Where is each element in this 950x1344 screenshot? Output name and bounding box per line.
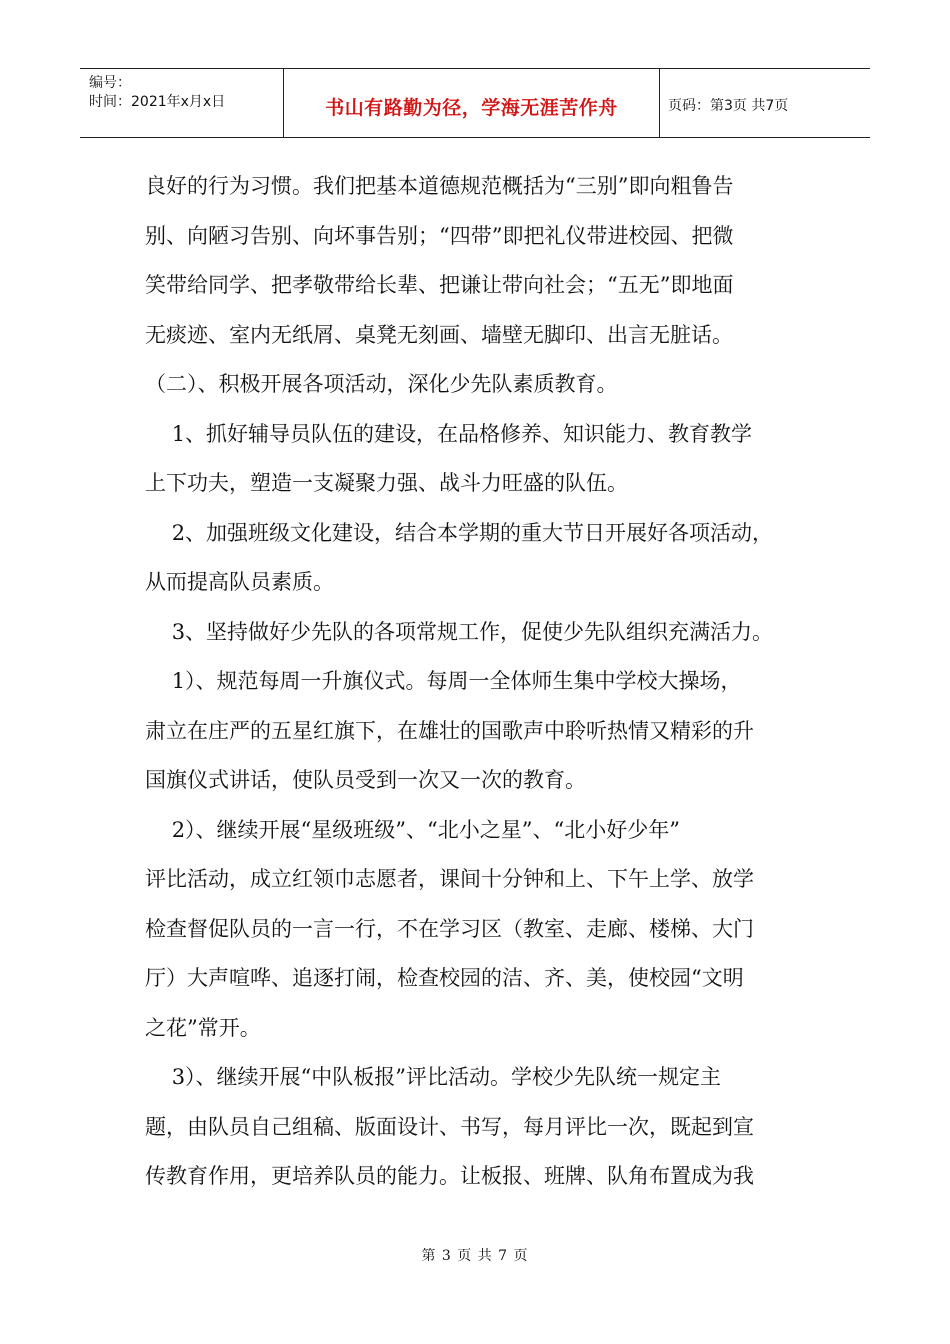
body-line: 无痰迹、室内无纸屑、桌凳无刻画、墙壁无脚印、出言无脏话。 [145,322,733,347]
body-line: 传教育作用，更培养队员的能力。让板报、班牌、队角布置成为我 [145,1164,754,1188]
body-line: 从而提高队员素质。 [145,570,334,594]
body-line: 之花”常开。 [145,1015,261,1040]
body-line: 2）、继续开展“星级班级”、“北小之星”、“北小好少年” [145,817,680,842]
header-info-cell [80,69,284,137]
body-line: 良好的行为习惯。我们把基本道德规范概括为“三别”即向粗鲁告 [145,174,734,198]
motto-text: 书山有路勤为径，学海无涯苦作舟 [325,97,618,119]
body-line: 检查督促队员的一言一行，不在学习区（教室、走廊、楼梯、大门 [145,916,754,941]
number-label: 编号： [89,75,131,91]
document-body [145,162,807,1202]
body-line: 国旗仪式讲话，使队员受到一次又一次的教育。 [145,768,586,792]
body-line: 题，由队员自己组稿、版面设计、书写，每月评比一次，既起到宣 [145,1114,754,1139]
page-code: 页码：第3页 共7页 [668,98,789,114]
body-line: 肃立在庄严的五星红旗下，在雄壮的国歌声中聆听热情又精彩的升 [145,718,754,743]
body-line: 上下功夫，塑造一支凝聚力强、战斗力旺盛的队伍。 [145,471,628,495]
body-line: 别、向陋习告别、向坏事告别；“四带”即把礼仪带进校园、把微 [145,223,734,248]
body-line: 1、抓好辅导员队伍的建设，在品格修养、知识能力、教育教学 [145,421,753,446]
header-motto-cell [284,69,660,137]
body-line: 2、加强班级文化建设，结合本学期的重大节日开展好各项活动， [145,520,774,545]
time-label: 时间：2021年x月x日 [89,94,226,110]
body-line: 1）、规范每周一升旗仪式。每周一全体师生集中学校大操场， [145,669,742,693]
page-footer: 第 3 页 共 7 页 [421,1248,529,1264]
document-header [80,68,870,138]
body-line: 笑带给同学、把孝敬带给长辈、把谦让带向社会；“五无”即地面 [145,273,734,297]
section-heading: （二）、积极开展各项活动，深化少先队素质教育。 [145,372,618,396]
body-line: 评比活动，成立红领巾志愿者，课间十分钟和上、下午上学、放学 [145,867,754,891]
body-line: 3、坚持做好少先队的各项常规工作，促使少先队组织充满活力。 [145,619,774,644]
body-line: 厅）大声喧哗、追逐打闹，检查校园的洁、齐、美，使校园“文明 [145,966,744,990]
body-line: 3）、继续开展“中队板报”评比活动。学校少先队统一规定主 [145,1065,722,1089]
header-page-cell [660,69,870,137]
